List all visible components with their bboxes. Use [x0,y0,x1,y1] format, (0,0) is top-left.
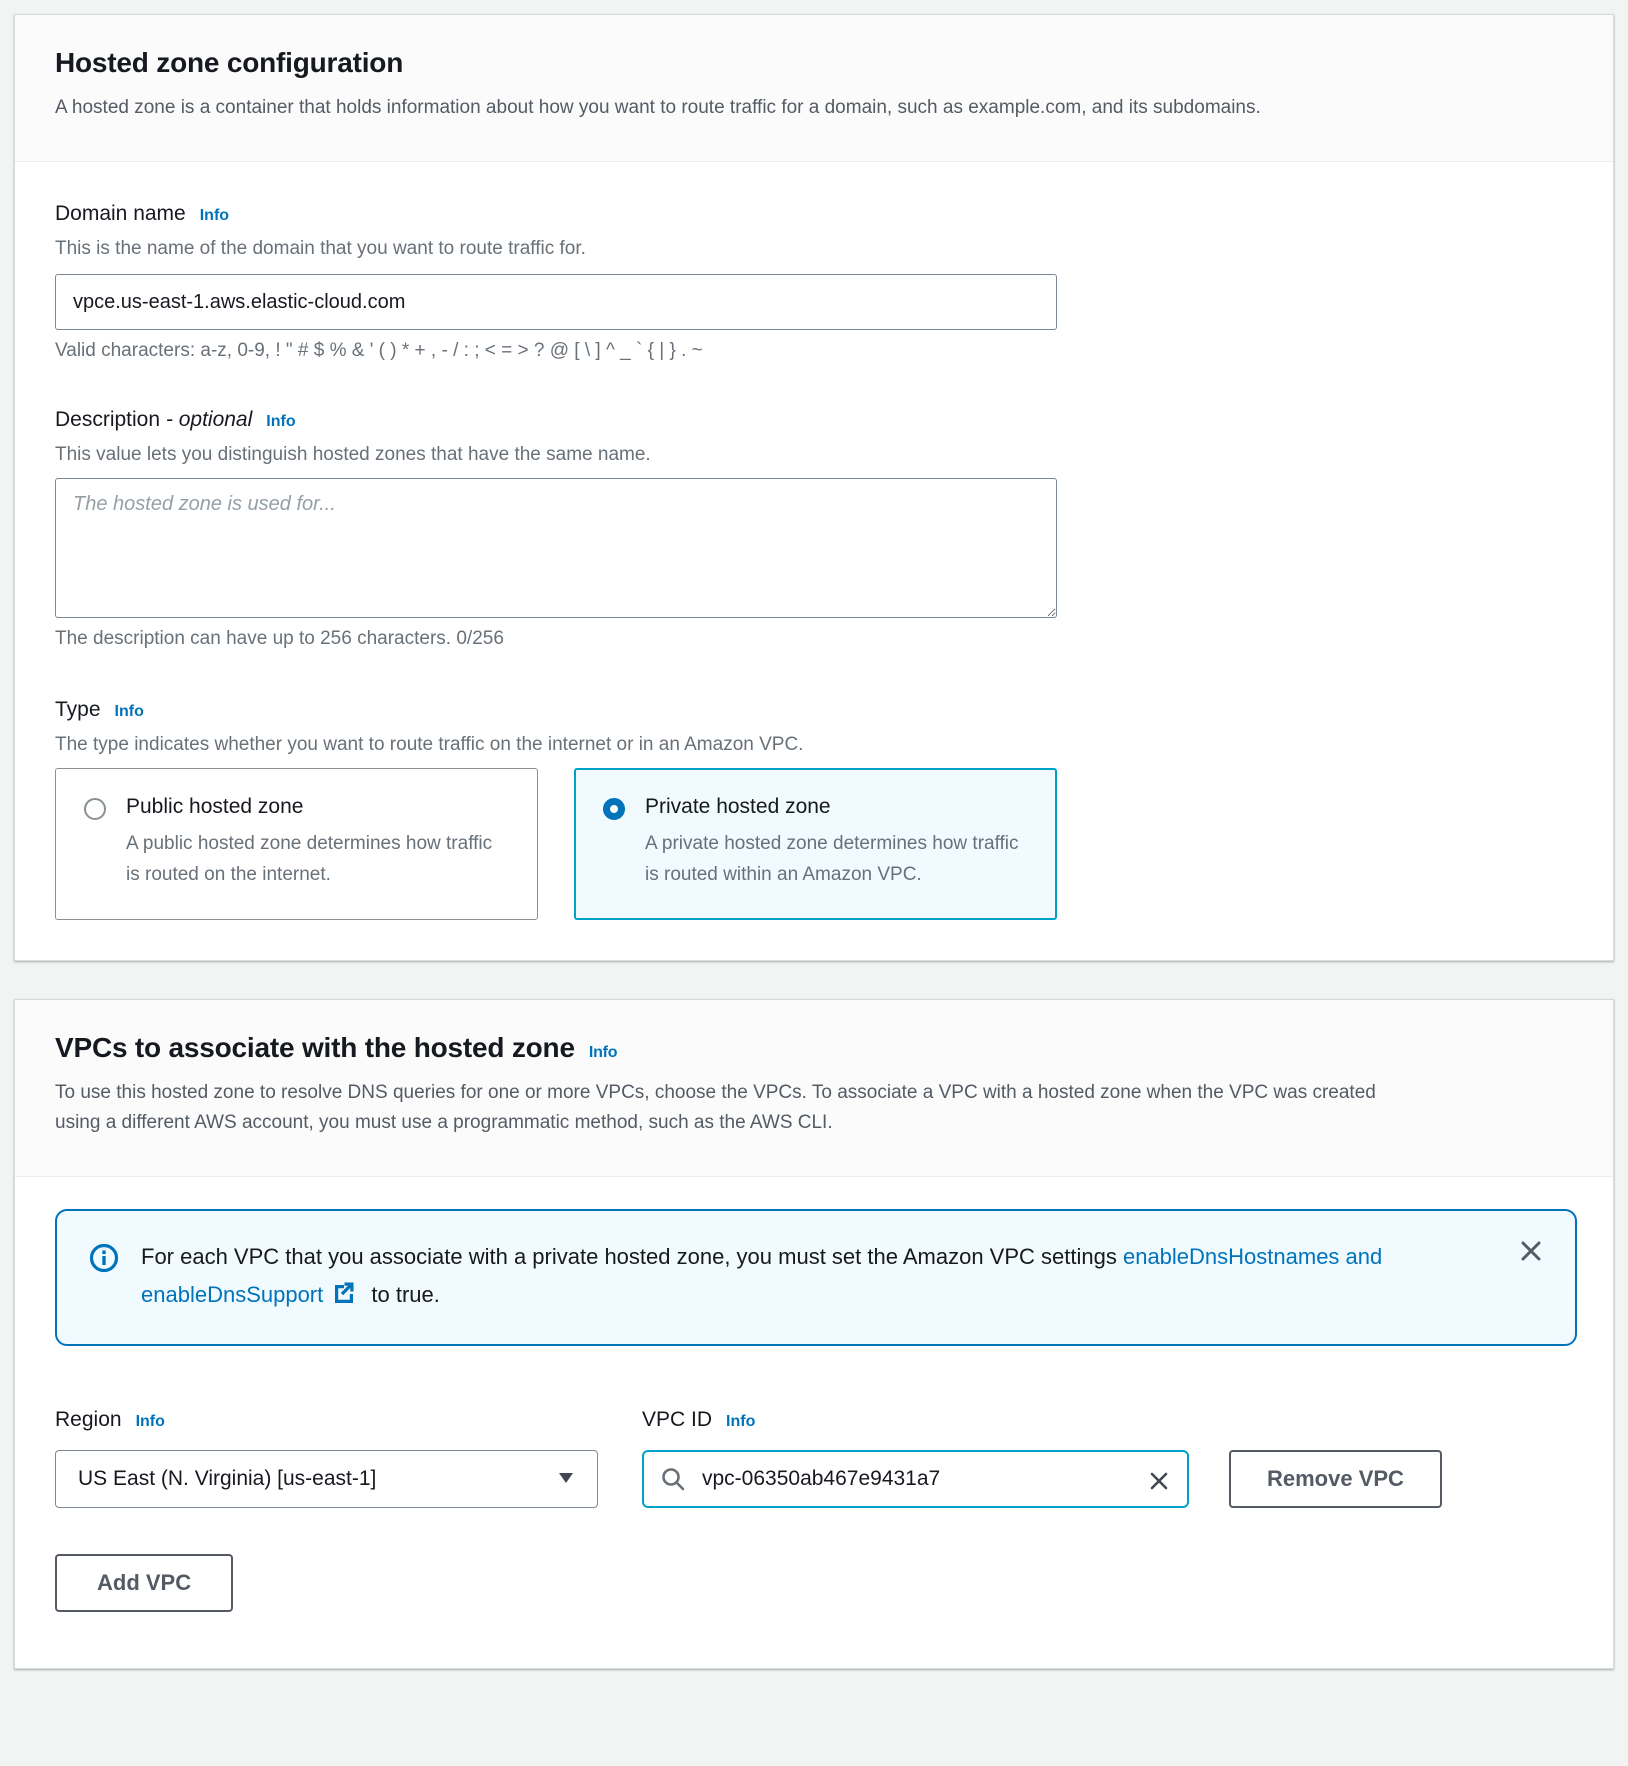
vpc-id-input[interactable] [642,1450,1189,1508]
description-optional-flag: - optional [165,408,253,431]
region-label: Region [55,1408,122,1431]
close-icon [1517,1253,1545,1268]
public-hosted-zone-text [126,795,509,890]
clear-x-icon [1145,1483,1173,1498]
type-label: Type [55,698,101,721]
region-column [55,1408,598,1508]
info-circle-icon [89,1243,119,1278]
public-hosted-zone-option[interactable] [55,768,538,920]
domain-name-input[interactable] [55,274,1057,330]
region-label-row [55,1408,598,1432]
domain-name-label-row [55,202,1573,226]
type-help: The type indicates whether you want to route traffic on the internet or in an Amazon VPC. [55,734,804,755]
vpcs-card-header [15,1000,1613,1177]
alert-text-after-link: to true. [371,1282,440,1307]
add-vpc-button[interactable]: Add VPC [55,1554,233,1612]
public-hosted-zone-title: Public hosted zone [126,795,304,818]
vpc-id-search-field [642,1450,1189,1508]
hosted-zone-configuration-card [14,14,1614,961]
description-help: This value lets you distinguish hosted zones that have the same name. [55,444,651,465]
vpcs-card-description: To use this hosted zone to resolve DNS queries for one or more VPCs, choose the VPCs. To associate a VPC with a hosted zone when the VPC was created using a different AWS account, you must use a programmatic method, such as the AWS CLI. [55,1082,1376,1133]
description-textarea[interactable] [55,478,1057,618]
domain-name-info-link[interactable]: Info [199,207,230,224]
vpc-id-clear-button[interactable] [1143,1465,1175,1497]
vpcs-card-info-link[interactable]: Info [588,1044,618,1061]
enable-dns-settings-link[interactable]: enableDnsHostnames and enableDnsSupport [141,1244,1383,1307]
description-field [55,408,1573,650]
alert-message [141,1238,1485,1317]
vpc-id-info-link[interactable]: Info [726,1413,756,1430]
type-options [55,768,1573,920]
chevron-down-icon [557,1467,575,1491]
remove-vpc-button[interactable]: Remove VPC [1229,1450,1442,1508]
description-info-link[interactable]: Info [266,413,296,430]
private-hosted-zone-title: Private hosted zone [645,795,831,818]
region-select[interactable] [55,1450,598,1508]
domain-name-field [55,202,1573,362]
vpc-settings-info-alert [55,1209,1577,1346]
type-label-row [55,698,1573,722]
private-hosted-zone-radio[interactable] [603,798,625,820]
private-hosted-zone-option[interactable] [574,768,1057,920]
domain-name-help: This is the name of the domain that you want to route traffic for. [55,238,586,259]
vpc-id-label-row [642,1408,1189,1432]
hosted-zone-card-body [15,162,1613,960]
vpcs-card-title: VPCs to associate with the hosted zone Info [55,1032,618,1063]
vpc-id-label: VPC ID [642,1408,713,1431]
vpc-association-row [55,1408,1577,1508]
alert-close-button[interactable] [1517,1237,1545,1265]
description-label-row [55,408,1573,432]
external-link-icon[interactable] [331,1279,357,1317]
region-info-link[interactable]: Info [135,1413,165,1430]
type-info-link[interactable]: Info [114,703,144,720]
private-hosted-zone-text [645,795,1028,890]
hosted-zone-card-description: A hosted zone is a container that holds information about how you want to route traffic for a domain, such as example.com, and its subdomains. [55,97,1261,118]
vpcs-associate-card [14,999,1614,1669]
hosted-zone-card-title: Hosted zone configuration [55,47,404,78]
alert-text-before-link: For each VPC that you associate with a private hosted zone, you must set the Amazon VPC settings [141,1244,1117,1269]
description-label: Description - optional [55,408,253,431]
vpcs-card-body [15,1177,1613,1668]
search-icon [660,1466,686,1492]
public-hosted-zone-description: A public hosted zone determines how traffic is routed on the internet. [126,833,493,885]
domain-name-constraint: Valid characters: a-z, 0-9, ! " # $ % & ' ( ) * + , - / : ; < = > ? @ [ \ ] ^ _ ` { | } . ~ [55,340,703,361]
description-constraint: The description can have up to 256 characters. 0/256 [55,628,504,649]
region-selected-value: US East (N. Virginia) [us-east-1] [78,1467,377,1490]
hosted-zone-card-header [15,15,1613,162]
domain-name-label: Domain name [55,202,186,225]
private-hosted-zone-description: A private hosted zone determines how traffic is routed within an Amazon VPC. [645,833,1019,885]
type-field [55,698,1573,920]
vpc-id-column [642,1408,1189,1508]
public-hosted-zone-radio[interactable] [84,798,106,820]
